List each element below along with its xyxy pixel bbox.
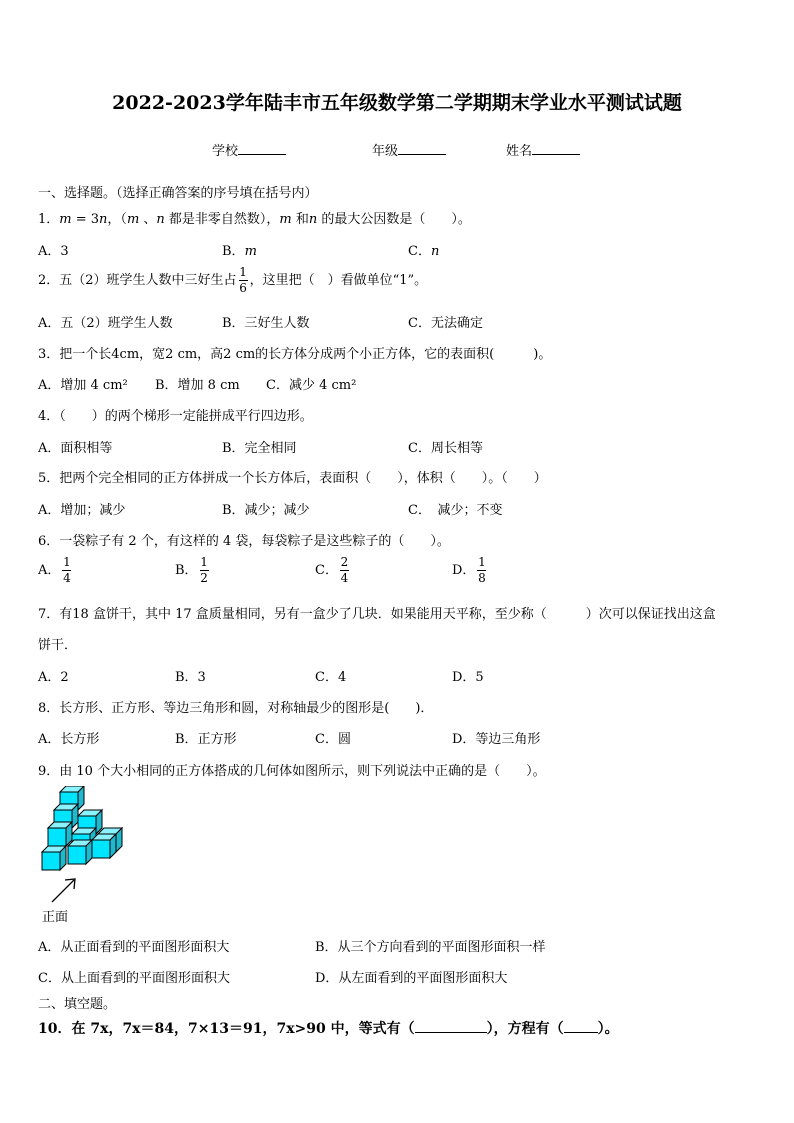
question-4 (38, 405, 313, 424)
option-c[interactable]: C． 减少；不变 (408, 503, 503, 518)
option-b[interactable]: B．三好生人数 (222, 316, 310, 331)
question-8 (38, 697, 433, 716)
option-b[interactable]: B．正方形 (175, 732, 237, 747)
option-d[interactable]: D．从左面看到的平面图形面积大 (315, 971, 508, 986)
stem-text: 由 10 个大小相同的正方体搭成的几何体如图所示，则下列说法中正确的是（ ）。 (59, 764, 546, 779)
question-3 (38, 343, 551, 362)
answer-blank-equations-unknown[interactable] (564, 1019, 598, 1033)
stem-text: 把两个完全相同的正方体拼成一个长方体后，表面积（ ），体积（ ）。（ ） (59, 471, 547, 486)
stem-text: 和 (291, 212, 309, 227)
var-n: n (308, 212, 318, 227)
fraction (239, 266, 248, 295)
grade-blank[interactable] (398, 142, 446, 155)
option-a[interactable]: A．面积相等 (38, 441, 113, 456)
grade-field[interactable] (372, 140, 446, 159)
stem-text: 都是非零自然数）， (164, 212, 280, 227)
numerator: 1 (239, 265, 247, 279)
question-9 (38, 760, 546, 779)
option-c[interactable] (315, 556, 351, 585)
numerator: 1 (63, 555, 71, 569)
option-a[interactable]: A．增加 4 cm² (38, 378, 128, 393)
option-a[interactable]: A．3 (38, 244, 69, 259)
question-number: 2． (38, 273, 60, 288)
option-label: B． (175, 563, 198, 578)
option-label: C． (408, 244, 431, 259)
var-n: n (430, 244, 440, 259)
var-m: m (244, 244, 257, 259)
stem-text: 有18 盒饼干，其中 17 盒质量相同，另有一盒少了几块．如果能用天平称，至少称（ ）次可以保证找出这盒 (59, 607, 716, 622)
page-title: 2022-2023学年陆丰市五年级数学第二学期期末学业水平测试试题 (112, 92, 682, 114)
stem-text: （ ）的两个梯形一定能拼成平行四边形。 (59, 409, 313, 424)
question-number: 5． (38, 471, 60, 486)
option-c[interactable]: C．从上面看到的平面图形面积大 (38, 971, 230, 986)
fraction (477, 556, 486, 585)
question-number: 9． (38, 764, 60, 779)
stem-text: 在 7x，7x＝84，7×13＝91，7x>90 中，等式有（ (71, 1021, 415, 1037)
view-direction-arrow (50, 876, 80, 904)
school-blank[interactable] (238, 142, 286, 155)
figure-label-front: 正面 (42, 910, 69, 925)
option-c[interactable]: C．4 (315, 670, 347, 685)
option-c[interactable]: C．减少 4 cm² (266, 378, 357, 393)
var-m: m (279, 212, 292, 227)
question-number: 7． (38, 607, 60, 622)
option-b[interactable]: B．从三个方向看到的平面图形面积一样 (315, 940, 546, 955)
option-d[interactable] (452, 556, 488, 585)
stem-text: ，这里把（ ）看做单位“1”。 (249, 273, 428, 288)
fraction (340, 556, 349, 585)
option-label: C． (315, 563, 338, 578)
stem-text: ），方程有（ (486, 1021, 564, 1037)
option-b[interactable]: B．减少；减少 (222, 503, 310, 518)
question-number: 3． (38, 347, 60, 362)
stem-text: ）。 (597, 1021, 619, 1037)
question-7 (38, 603, 716, 622)
answer-blank-equations[interactable] (415, 1019, 487, 1033)
var-n: n (99, 212, 108, 227)
denominator: 4 (340, 571, 349, 585)
name-label: 姓名 (506, 144, 533, 159)
cube-stack-figure (40, 786, 132, 882)
option-b[interactable]: B．3 (175, 670, 206, 685)
question-number: 1． (38, 212, 60, 227)
fraction (62, 556, 71, 585)
stem-text: 长方形、正方形、等边三角形和圆，对称轴最少的图形是( )． (59, 701, 434, 716)
option-d[interactable]: D．等边三角形 (452, 732, 541, 747)
option-b[interactable]: B．增加 8 cm (155, 378, 240, 393)
stem-text: = 3 (71, 212, 100, 227)
option-a[interactable]: A．从正面看到的平面图形面积大 (38, 940, 230, 955)
var-m: m (126, 212, 140, 227)
option-b[interactable] (222, 240, 257, 259)
option-label: A． (38, 563, 61, 578)
question-number: 6． (38, 534, 60, 549)
option-b[interactable] (175, 556, 211, 585)
option-a[interactable]: A．五（2）班学生人数 (38, 316, 173, 331)
name-blank[interactable] (532, 142, 580, 155)
question-number: 4． (38, 409, 60, 424)
stem-text: ，（ (107, 212, 127, 227)
stem-text: 一袋粽子有 2 个，有这样的 4 袋，每袋粽子是这些粽子的（ ）。 (59, 534, 450, 549)
question-2 (38, 266, 427, 295)
denominator: 8 (478, 571, 486, 585)
option-c[interactable]: C．圆 (315, 732, 351, 747)
option-a[interactable]: A．增加；减少 (38, 503, 126, 518)
stem-text: 的最大公因数是（ ）。 (317, 212, 471, 227)
var-m: m (59, 212, 72, 227)
numerator: 1 (200, 555, 208, 569)
option-c[interactable]: C．周长相等 (408, 441, 483, 456)
question-7-line-2: 饼干． (38, 638, 78, 653)
school-field[interactable] (212, 140, 286, 159)
question-10 (38, 1018, 619, 1038)
stem-text: 、 (139, 212, 157, 227)
numerator: 2 (340, 555, 349, 569)
option-label: B． (222, 244, 245, 259)
denominator: 2 (200, 571, 208, 585)
option-a[interactable] (38, 556, 73, 585)
option-a[interactable]: A．2 (38, 670, 69, 685)
option-b[interactable]: B．完全相同 (222, 441, 297, 456)
stem-text: 把一个长4cm，宽2 cm，高2 cm的长方体分成两个小正方体，它的表面积( )。 (59, 347, 552, 362)
denominator: 4 (63, 571, 71, 585)
section-heading-choice: 一、选择题。（选择正确答案的序号填在括号内） (38, 186, 318, 201)
numerator: 1 (478, 555, 486, 569)
denominator: 6 (239, 281, 247, 295)
fraction (200, 556, 209, 585)
school-label: 学校 (212, 144, 239, 159)
option-c[interactable] (408, 240, 439, 259)
option-d[interactable]: D．5 (452, 670, 484, 685)
option-label: D． (452, 563, 476, 578)
question-5 (38, 467, 547, 486)
option-a[interactable]: A．长方形 (38, 732, 100, 747)
name-field[interactable] (506, 140, 580, 159)
question-number: 10． (38, 1021, 72, 1037)
option-c[interactable]: C．无法确定 (408, 316, 483, 331)
var-n: n (156, 212, 165, 227)
stem-text: 五（2）班学生人数中三好生占 (59, 273, 237, 288)
question-6 (38, 530, 450, 549)
section-heading-fill: 二、填空题。 (38, 997, 117, 1012)
question-number: 8． (38, 701, 60, 716)
question-1 (38, 208, 471, 227)
grade-label: 年级 (372, 144, 399, 159)
